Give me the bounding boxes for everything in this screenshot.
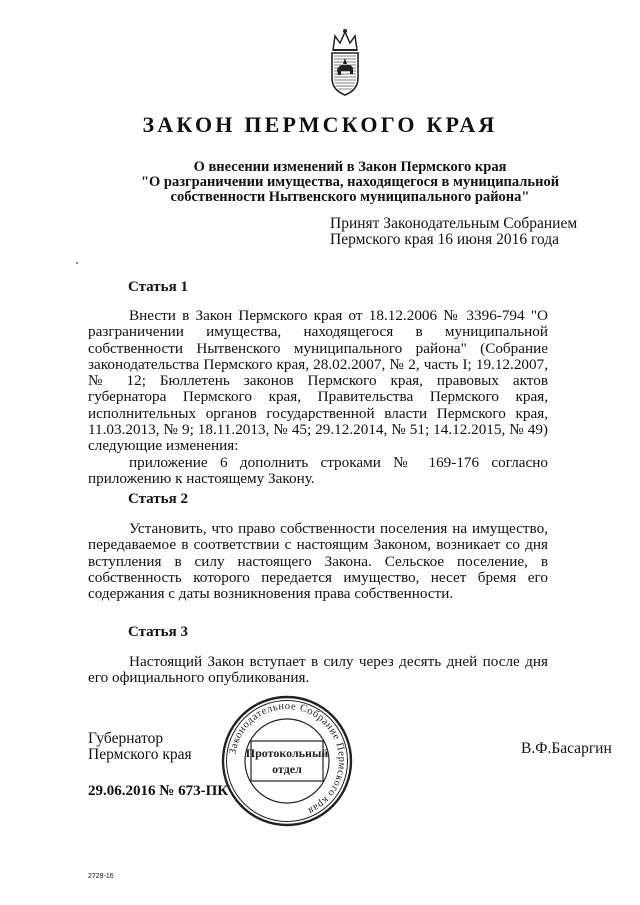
signer-position	[88, 731, 192, 763]
signer-position-line: Губернатор	[88, 730, 164, 747]
stamp-ring-textpath: Законодательное Собрание Пермского края	[227, 700, 348, 817]
adoption-line: Пермского края 16 июня 2016 года	[330, 231, 559, 248]
stamp-center-line-2: отдел	[272, 762, 302, 776]
document-code: 2729-16	[88, 873, 114, 880]
article-3-body	[88, 654, 548, 687]
perm-krai-coat-of-arms-icon	[327, 28, 363, 98]
adoption-note	[330, 216, 577, 248]
scan-speck	[76, 262, 78, 264]
subtitle-line: О внесении изменений в Закон Пермского края	[193, 159, 507, 175]
law-date-number: 29.06.2016 № 673-ПК	[88, 783, 229, 799]
article-1-body	[88, 308, 548, 487]
article-1-paragraph-1: Внести в Закон Пермского края от 18.12.2006 № 3396-794 "О разграничении имущества, находящегося в муниципальной собственности Нытвенского муниципального района" (Собрание законодательства Пермского края, 28.02.2007, № 2, часть I; 19.12.2007, № 12; Бюллетень законов Пермского края, правовых актов губернатора Пермского края, Правительства Пермского края, исполнительных органов государственной власти Пермского края, 11.03.2013, № 9; 18.11.2013, № 45; 29.12.2014, № 51; 14.12.2015, № 49) следующие изменения:	[88, 307, 548, 455]
article-1-heading: Статья 1	[128, 279, 188, 295]
subtitle-line: "О разграничении имущества, находящегося в муниципальной	[140, 174, 560, 190]
law-subtitle	[120, 160, 580, 205]
subtitle-line: собственности Нытвенского муниципального района"	[170, 189, 530, 205]
adoption-line: Принят Законодательным Собранием	[330, 215, 578, 232]
article-2-body	[88, 521, 548, 602]
article-2-heading: Статья 2	[128, 491, 188, 507]
article-1-paragraph-2: приложение 6 дополнить строками № 169-176 согласно приложению к настоящему Закону.	[88, 453, 548, 487]
stamp-center-line-1: Протокольный	[245, 746, 329, 760]
article-3-heading: Статья 3	[128, 624, 188, 640]
official-stamp	[218, 692, 356, 830]
law-title: ЗАКОН ПЕРМСКОГО КРАЯ	[142, 112, 498, 137]
article-3-paragraph-1: Настоящий Закон вступает в силу через десять дней после дня его официального опубликования.	[88, 653, 548, 687]
signer-position-line: Пермского края	[88, 746, 192, 763]
article-2-paragraph-1: Установить, что право собственности поселения на имущество, передаваемое в соответствии с настоящим Законом, возникает со дня вступления в силу настоящего Закона. Сельское поселение, в собственность которого передается имущество, несет бремя его содержания с даты возникновения права собственности.	[88, 520, 548, 603]
signer-name: В.Ф.Басаргин	[521, 740, 612, 757]
